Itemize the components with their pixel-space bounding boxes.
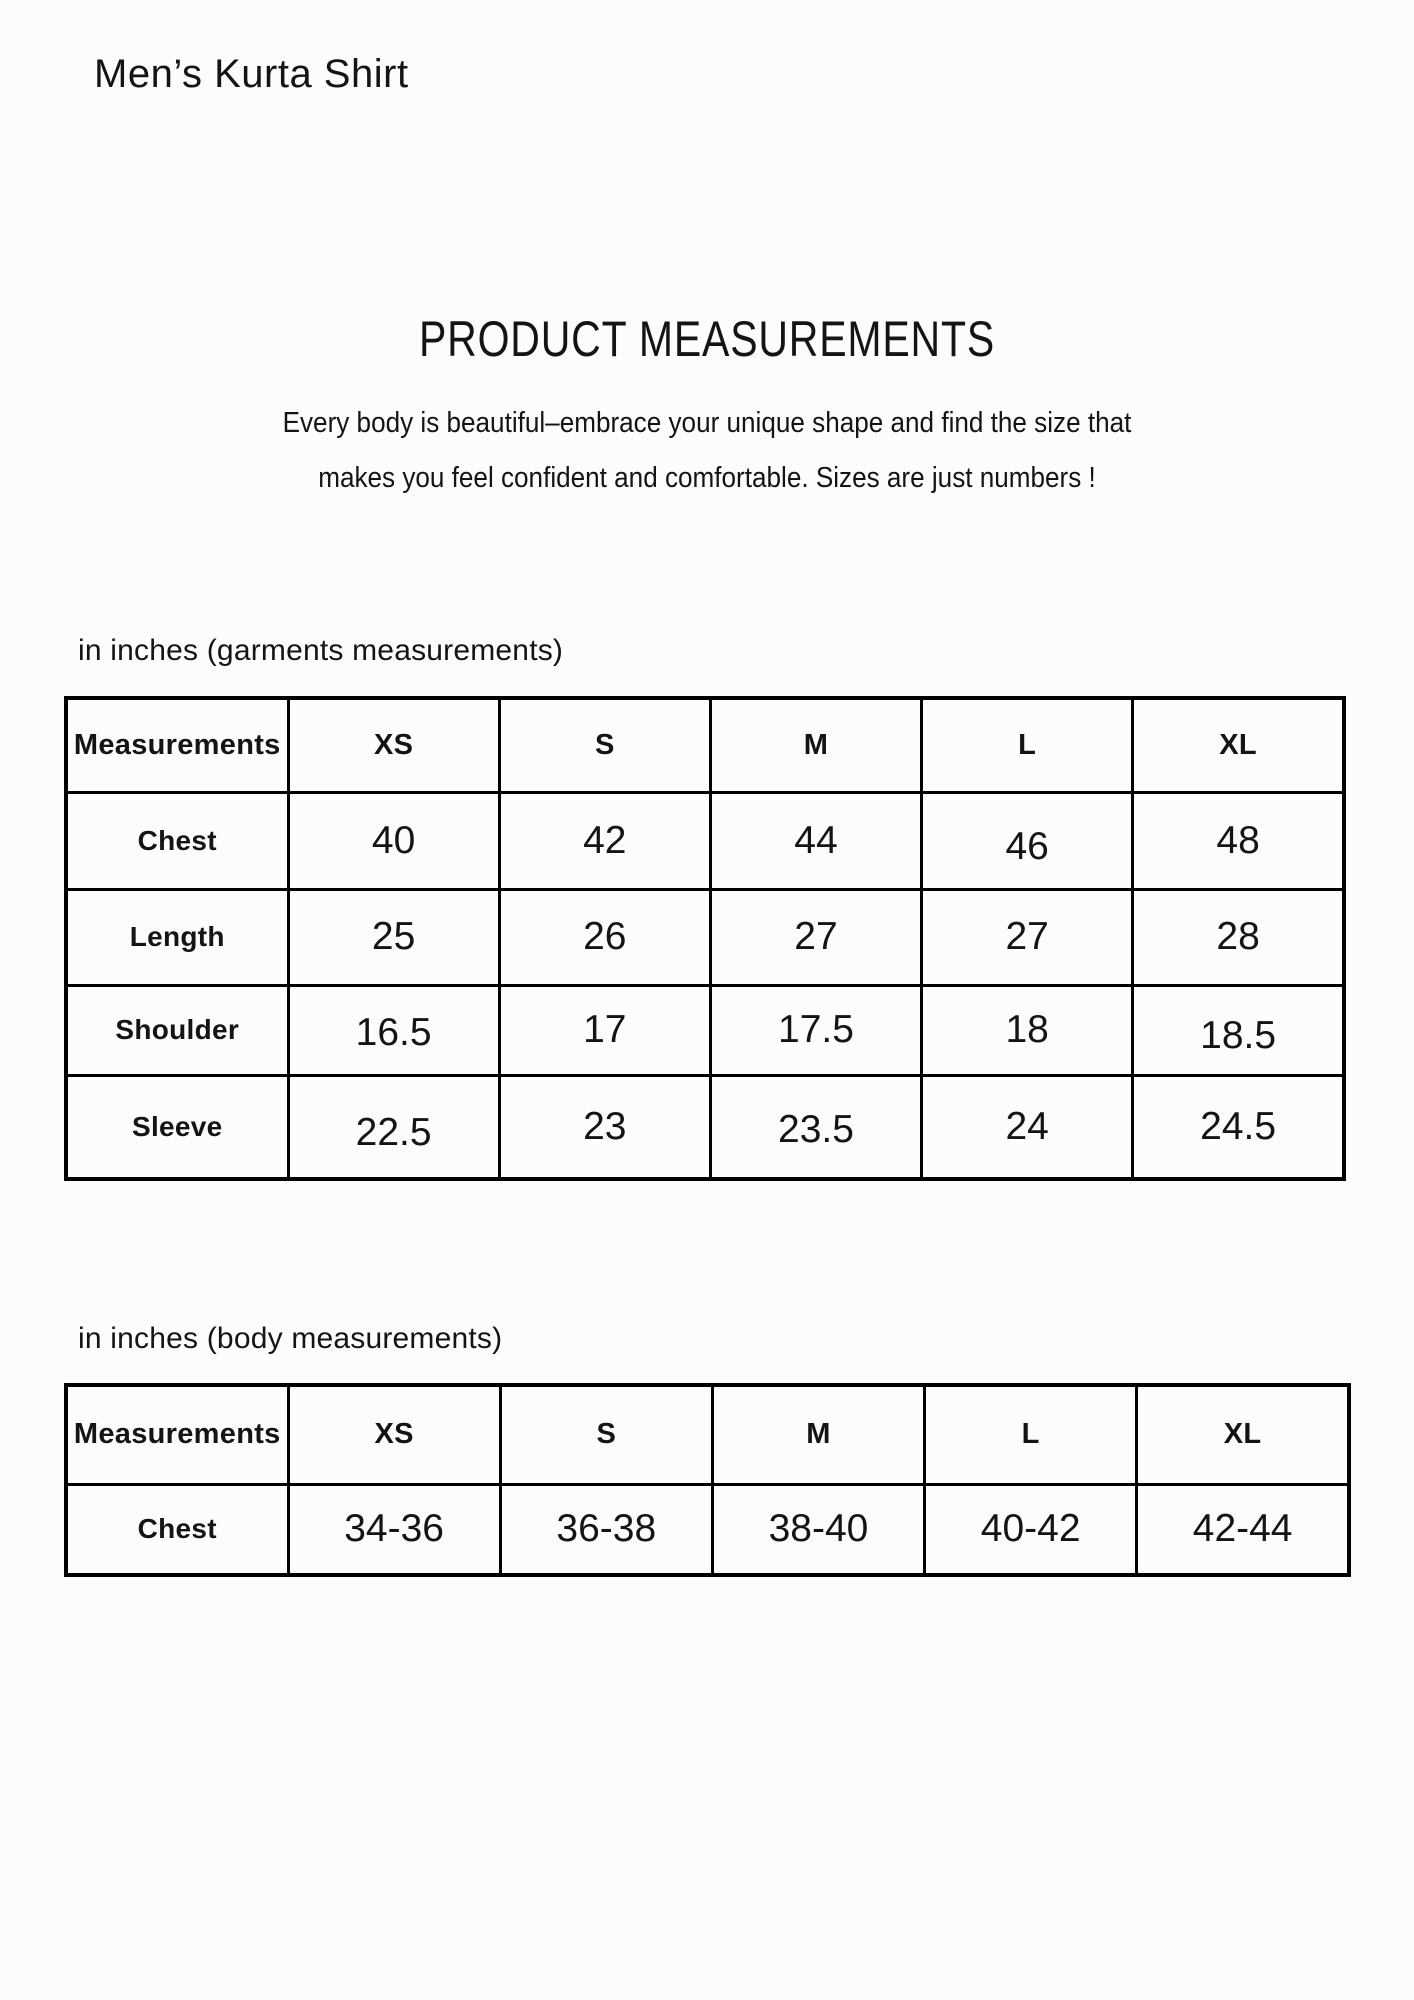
intro-subtitle — [71, 396, 1344, 506]
table-cell — [925, 1484, 1137, 1575]
product-title: Men’s Kurta Shirt — [94, 52, 409, 96]
cell-value: 28 — [1216, 915, 1260, 958]
table-cell — [1133, 1075, 1344, 1179]
cell-value: 40 — [371, 818, 416, 862]
table-cell — [499, 889, 710, 985]
cell-value: 24 — [1005, 1104, 1049, 1148]
header-cell-xs: XS — [288, 698, 499, 792]
cell-value: 25 — [371, 915, 416, 958]
table-header-row — [66, 698, 1344, 792]
cell-value: 42-44 — [1192, 1507, 1293, 1551]
table-cell — [710, 792, 921, 889]
table-cell — [499, 792, 710, 889]
header-cell-xl: XL — [1137, 1385, 1349, 1484]
cell-value: 42 — [583, 818, 627, 862]
body-measurements-table — [64, 1383, 1351, 1577]
cell-value: 23.5 — [778, 1107, 854, 1151]
table-row-shoulder — [66, 985, 1344, 1075]
cell-value: 26 — [583, 915, 627, 958]
row-label-chest: Chest — [66, 1484, 288, 1575]
header-cell-measurements: Measurements — [66, 1385, 288, 1484]
table-cell — [710, 1075, 921, 1179]
header-cell-m: M — [712, 1385, 924, 1484]
cell-value: 16.5 — [355, 1011, 432, 1054]
cell-value: 17 — [583, 1008, 627, 1051]
cell-value: 48 — [1216, 818, 1260, 862]
cell-value: 18 — [1005, 1008, 1049, 1051]
row-label-length: Length — [66, 889, 288, 985]
table-row-chest — [66, 792, 1344, 889]
header-cell-l: L — [922, 698, 1133, 792]
row-label-chest: Chest — [66, 792, 288, 889]
cell-value: 40-42 — [980, 1507, 1081, 1551]
table-cell — [499, 985, 710, 1075]
table-cell — [1133, 889, 1344, 985]
subtitle-line-2: makes you feel confident and comfortable. Sizes are just numbers ! — [318, 462, 1096, 494]
cell-value: 46 — [1005, 824, 1049, 868]
header-cell-s: S — [499, 698, 710, 792]
body-table-label: in inches (body measurements) — [78, 1322, 503, 1355]
cell-value: 34-36 — [344, 1507, 444, 1551]
cell-value: 17.5 — [778, 1008, 854, 1051]
table-cell — [922, 985, 1133, 1075]
table-cell — [288, 792, 499, 889]
header-cell-m: M — [710, 698, 921, 792]
table-cell — [288, 985, 499, 1075]
table-cell — [710, 985, 921, 1075]
cell-value: 36-38 — [556, 1507, 657, 1551]
cell-value: 22.5 — [355, 1110, 432, 1154]
cell-value: 27 — [794, 915, 838, 958]
header-cell-xl: XL — [1133, 698, 1344, 792]
table-cell — [710, 889, 921, 985]
cell-value: 24.5 — [1200, 1104, 1277, 1148]
table-cell — [712, 1484, 924, 1575]
table-row-sleeve — [66, 1075, 1344, 1179]
cell-value: 23 — [583, 1104, 627, 1148]
subtitle-line-1: Every body is beautiful–embrace your unique shape and find the size that — [282, 407, 1132, 439]
table-cell — [1133, 985, 1344, 1075]
row-label-shoulder: Shoulder — [66, 985, 288, 1075]
table-cell — [288, 1484, 500, 1575]
cell-value: 27 — [1005, 915, 1049, 958]
cell-value: 44 — [794, 818, 838, 862]
table-cell — [922, 792, 1133, 889]
page-heading: PRODUCT MEASUREMENTS — [418, 311, 996, 367]
table-row-chest — [66, 1484, 1349, 1575]
table-cell — [499, 1075, 710, 1179]
table-cell — [922, 1075, 1133, 1179]
table-header-row — [66, 1385, 1349, 1484]
header-cell-xs: XS — [288, 1385, 500, 1484]
garments-measurements-table — [64, 696, 1346, 1181]
table-row-length — [66, 889, 1344, 985]
table-cell — [288, 1075, 499, 1179]
cell-value: 38-40 — [768, 1507, 869, 1551]
table-cell — [288, 889, 499, 985]
cell-value: 18.5 — [1200, 1014, 1277, 1057]
table-cell — [1137, 1484, 1349, 1575]
row-label-sleeve: Sleeve — [66, 1075, 288, 1179]
garments-table-label: in inches (garments measurements) — [78, 634, 564, 667]
table-cell — [500, 1484, 712, 1575]
header-cell-s: S — [500, 1385, 712, 1484]
table-cell — [922, 889, 1133, 985]
header-cell-measurements: Measurements — [66, 698, 288, 792]
header-cell-l: L — [925, 1385, 1137, 1484]
table-cell — [1133, 792, 1344, 889]
